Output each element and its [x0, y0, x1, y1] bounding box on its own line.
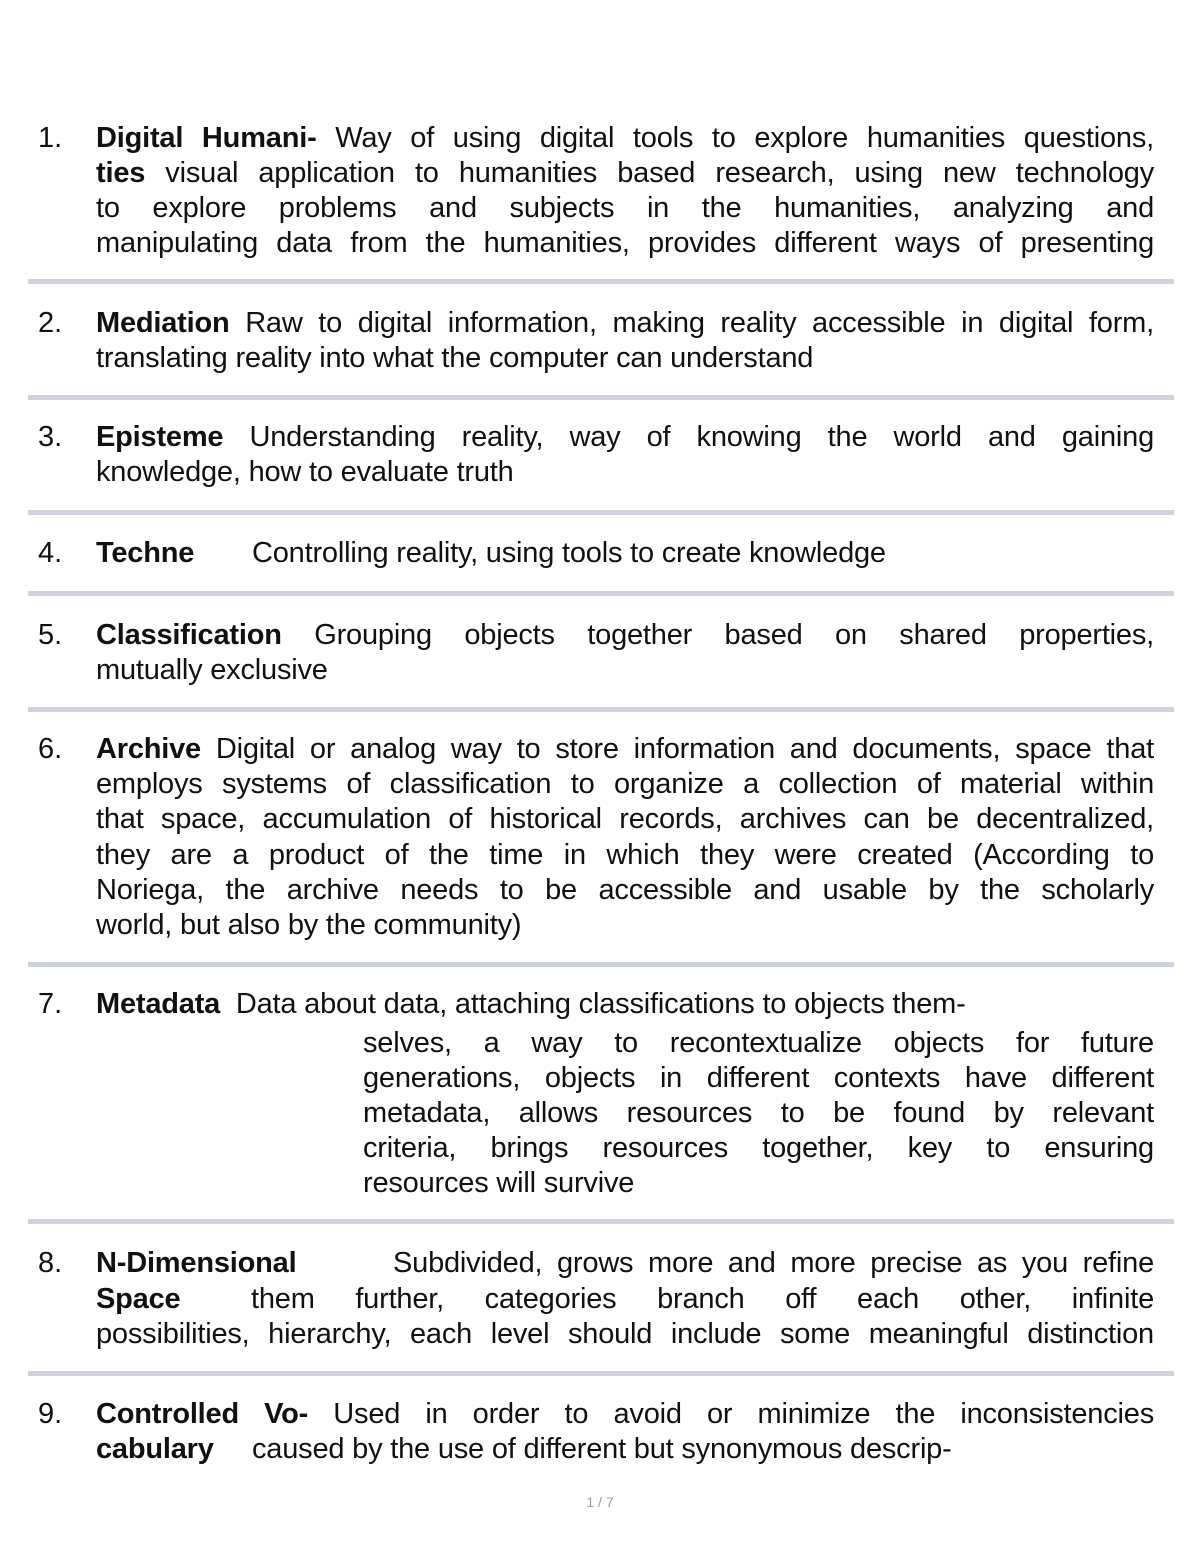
separator	[28, 510, 1174, 515]
page-indicator: 1 / 7	[586, 1494, 614, 1510]
definition-line: manipulating data from the humanities, provides different ways of presenting	[96, 227, 1154, 259]
term-title: Digital Humani-	[96, 122, 317, 154]
separator	[28, 707, 1174, 712]
separator	[28, 591, 1174, 596]
definition-line: mutually exclusive	[96, 654, 328, 686]
definition-line: translating reality into what the computer can understand	[96, 342, 814, 374]
definition-text: Grouping objects together based on shared properties,	[314, 619, 1155, 651]
term-title: Controlled Vo-	[96, 1398, 309, 1430]
term-number: 7.	[38, 988, 63, 1020]
definition-line	[96, 1397, 1154, 1432]
term-title: Archive	[96, 733, 201, 765]
term-title	[96, 1246, 296, 1281]
definition-line	[96, 156, 1154, 191]
term-number: 1.	[38, 122, 63, 154]
definition-line: metadata, allows resources to be found by relevant	[363, 1097, 1154, 1129]
term-title-text: Techne	[96, 537, 195, 569]
term-title: Mediation	[96, 307, 230, 339]
definition-line: caused by the use of different but synonymous descrip-	[252, 1433, 952, 1465]
definition-line: criteria, brings resources together, key to ensuring	[363, 1132, 1154, 1164]
separator	[28, 395, 1174, 400]
definition-line: them further, categories branch off each other, infinite	[251, 1283, 1154, 1315]
definition-line	[96, 618, 1154, 653]
definition-line: that space, accumulation of historical records, archives can be decentralized,	[96, 803, 1154, 835]
definition-line: selves, a way to recontextualize objects for future	[363, 1027, 1154, 1059]
definition-line	[96, 420, 1154, 455]
separator	[28, 962, 1174, 967]
term-title-text: cabulary	[96, 1433, 214, 1465]
separator	[28, 1219, 1174, 1224]
definition-text: Raw to digital information, making reality accessible in digital form,	[245, 307, 1154, 339]
definition-line: employs systems of classification to organize a collection of material within	[96, 768, 1154, 800]
definition-text: Understanding reality, way of knowing the world and gaining	[249, 421, 1155, 453]
term-title-cont: ties	[96, 157, 146, 189]
definition-line: Controlling reality, using tools to create knowledge	[252, 537, 886, 569]
separator	[28, 279, 1174, 284]
definition-line: possibilities, hierarchy, each level should include some meaningful distinction	[96, 1318, 1154, 1350]
definition-text: Digital or analog way to store information and documents, space that	[215, 733, 1154, 765]
definition-line	[96, 121, 1154, 156]
definition-line: they are a product of the time in which they were created (According to	[96, 839, 1154, 871]
term-number: 5.	[38, 619, 63, 651]
definition-line: resources will survive	[363, 1167, 635, 1199]
definition-line: world, but also by the community)	[96, 909, 522, 941]
term-title-text: N-Dimensional	[96, 1247, 297, 1279]
definition-line: to explore problems and subjects in the humanities, analyzing and	[96, 192, 1154, 224]
term-title-text: Space	[96, 1283, 181, 1315]
term-title	[96, 536, 194, 571]
definition-text: Data about data, attaching classifications to objects them-	[235, 988, 966, 1020]
term-title-cont	[96, 1432, 214, 1467]
definition-line: Subdivided, grows more and more precise as you refine	[393, 1247, 1154, 1279]
term-number: 6.	[38, 733, 63, 765]
term-title: Episteme	[96, 421, 224, 453]
term-number: 3.	[38, 421, 63, 453]
term-number: 9.	[38, 1398, 63, 1430]
term-title: Classification	[96, 619, 282, 651]
definition-text: visual application to humanities based research, using new technology	[165, 157, 1154, 189]
definition-line: generations, objects in different contexts have different	[363, 1062, 1154, 1094]
term-title: Metadata	[96, 988, 221, 1020]
definition-line: Noriega, the archive needs to be accessible and usable by the scholarly	[96, 874, 1154, 906]
term-number: 2.	[38, 307, 63, 339]
definition-line	[96, 732, 1154, 767]
definition-line	[96, 987, 966, 1022]
definition-line: knowledge, how to evaluate truth	[96, 456, 514, 488]
definition-line	[96, 306, 1154, 341]
definition-text: Used in order to avoid or minimize the inconsistencies	[333, 1398, 1154, 1430]
term-title-cont	[96, 1282, 180, 1317]
separator	[28, 1371, 1174, 1376]
term-number: 4.	[38, 537, 63, 569]
definition-text: Way of using digital tools to explore humanities questions,	[335, 122, 1154, 154]
term-number: 8.	[38, 1247, 63, 1279]
